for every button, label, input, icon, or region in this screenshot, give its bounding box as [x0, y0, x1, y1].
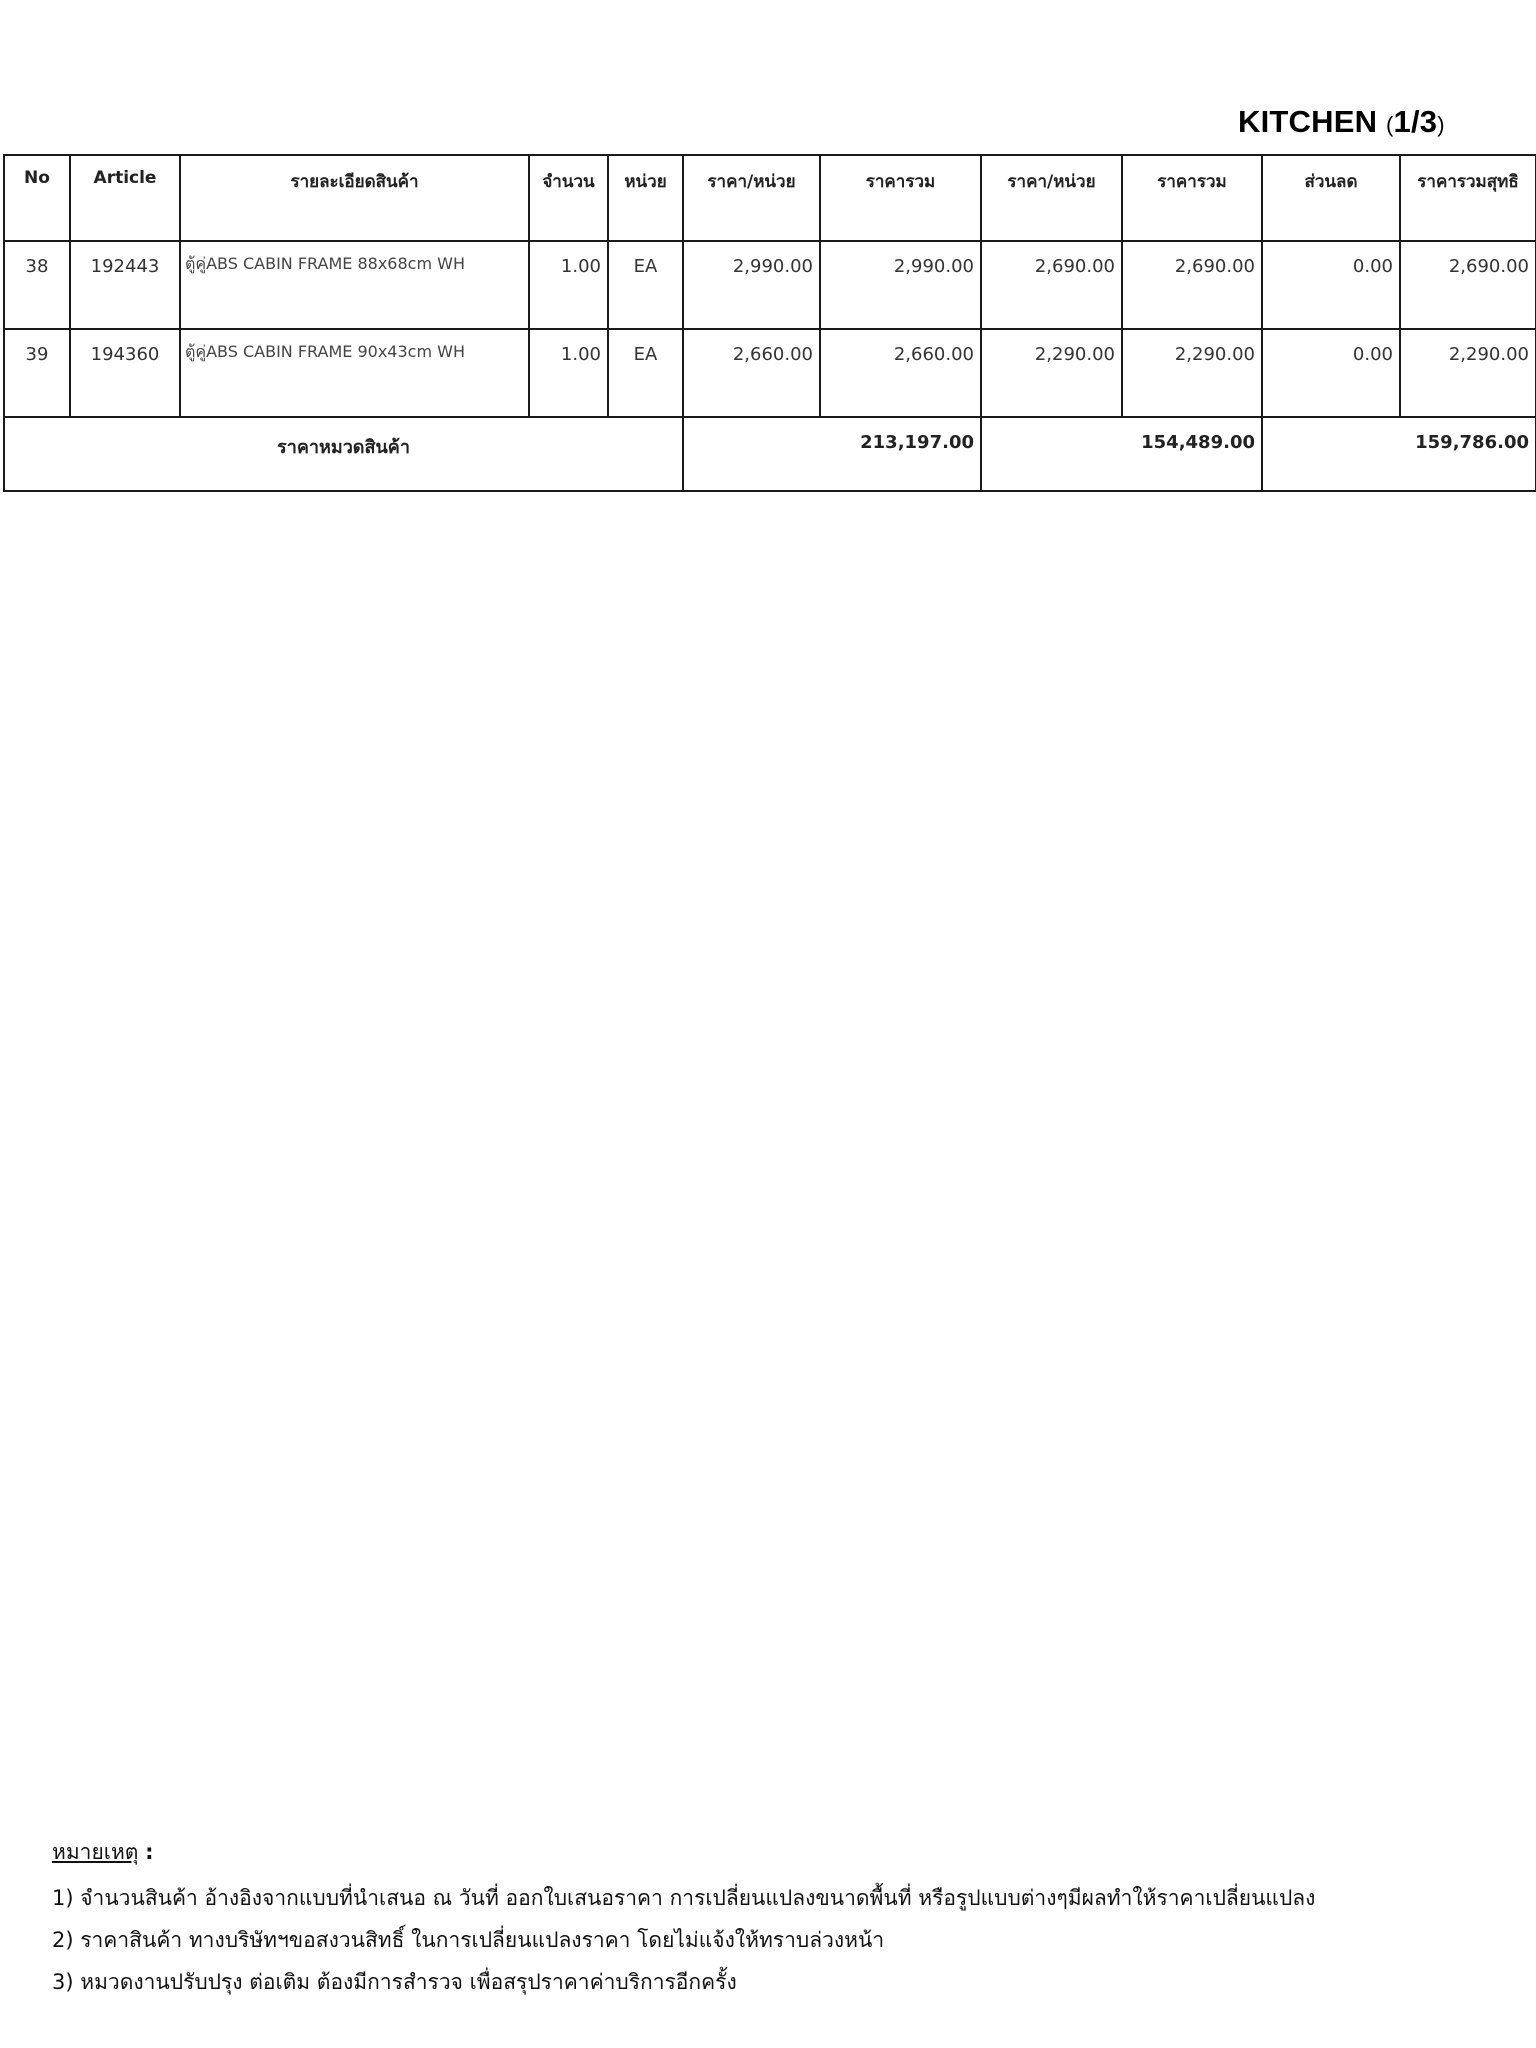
cell-qty: 1.00 — [529, 241, 608, 329]
notes-heading: หมายเหตุ — [52, 1840, 139, 1864]
close-paren: ) — [1437, 112, 1445, 137]
category-net-total: 159,786.00 — [1262, 417, 1536, 491]
table-row — [4, 329, 1536, 417]
header-total-1: ราคารวม — [820, 155, 981, 241]
cell-total-1: 2,990.00 — [820, 241, 981, 329]
header-article: Article — [70, 155, 180, 241]
page-indicator: 1/3 — [1393, 104, 1438, 139]
header-no: No — [4, 155, 70, 241]
cell-no: 39 — [4, 329, 70, 417]
notes-section — [52, 1836, 1512, 2003]
cell-unit: EA — [608, 329, 683, 417]
header-unit-price-2: ราคา/หน่วย — [981, 155, 1122, 241]
open-paren: ( — [1386, 112, 1394, 137]
cell-no: 38 — [4, 241, 70, 329]
note-item: 3) หมวดงานปรับปรุง ต่อเติม ต้องมีการสำรวจ เพื่อสรุปราคาค่าบริการอีกครั้ง — [52, 1970, 737, 1994]
cell-net-total: 2,690.00 — [1400, 241, 1536, 329]
quotation-table — [3, 154, 1536, 492]
cell-unit: EA — [608, 241, 683, 329]
table-row — [4, 241, 1536, 329]
notes-heading-line — [52, 1836, 1512, 1869]
section-name: KITCHEN — [1238, 104, 1378, 139]
notes-heading-colon: : — [145, 1840, 154, 1864]
header-unit-price-1: ราคา/หน่วย — [683, 155, 820, 241]
table-header-row — [4, 155, 1536, 241]
cell-description: ตู้คู่ABS CABIN FRAME 88x68cm WH — [180, 241, 529, 329]
cell-article: 194360 — [70, 329, 180, 417]
note-item: 2) ราคาสินค้า ทางบริษัทฯขอสงวนสิทธิ์ ในการเปลี่ยนแปลงราคา โดยไม่แจ้งให้ทราบล่วงหน้า — [52, 1928, 885, 1952]
section-title — [1238, 104, 1445, 140]
cell-unit-price-2: 2,690.00 — [981, 241, 1122, 329]
cell-total-1: 2,660.00 — [820, 329, 981, 417]
cell-unit-price-1: 2,990.00 — [683, 241, 820, 329]
cell-total-2: 2,290.00 — [1122, 329, 1262, 417]
cell-discount: 0.00 — [1262, 241, 1400, 329]
header-total-2: ราคารวม — [1122, 155, 1262, 241]
header-net-total: ราคารวมสุทธิ — [1400, 155, 1536, 241]
category-total-1: 213,197.00 — [683, 417, 981, 491]
note-item: 1) จำนวนสินค้า อ้างอิงจากแบบที่นำเสนอ ณ วันที่ ออกใบเสนอราคา การเปลี่ยนแปลงขนาดพื้นที่ หรือรูปแบบต่างๆมีผลทำให้ราคาเปลี่ยนแปลง — [52, 1886, 1316, 1910]
cell-unit-price-1: 2,660.00 — [683, 329, 820, 417]
cell-total-2: 2,690.00 — [1122, 241, 1262, 329]
category-total-label: ราคาหมวดสินค้า — [4, 417, 683, 491]
cell-unit-price-2: 2,290.00 — [981, 329, 1122, 417]
cell-qty: 1.00 — [529, 329, 608, 417]
cell-description: ตู้คู่ABS CABIN FRAME 90x43cm WH — [180, 329, 529, 417]
category-total-row — [4, 417, 1536, 491]
category-total-2: 154,489.00 — [981, 417, 1262, 491]
cell-net-total: 2,290.00 — [1400, 329, 1536, 417]
cell-discount: 0.00 — [1262, 329, 1400, 417]
cell-article: 192443 — [70, 241, 180, 329]
header-discount: ส่วนลด — [1262, 155, 1400, 241]
header-description: รายละเอียดสินค้า — [180, 155, 529, 241]
header-unit: หน่วย — [608, 155, 683, 241]
header-qty: จำนวน — [529, 155, 608, 241]
